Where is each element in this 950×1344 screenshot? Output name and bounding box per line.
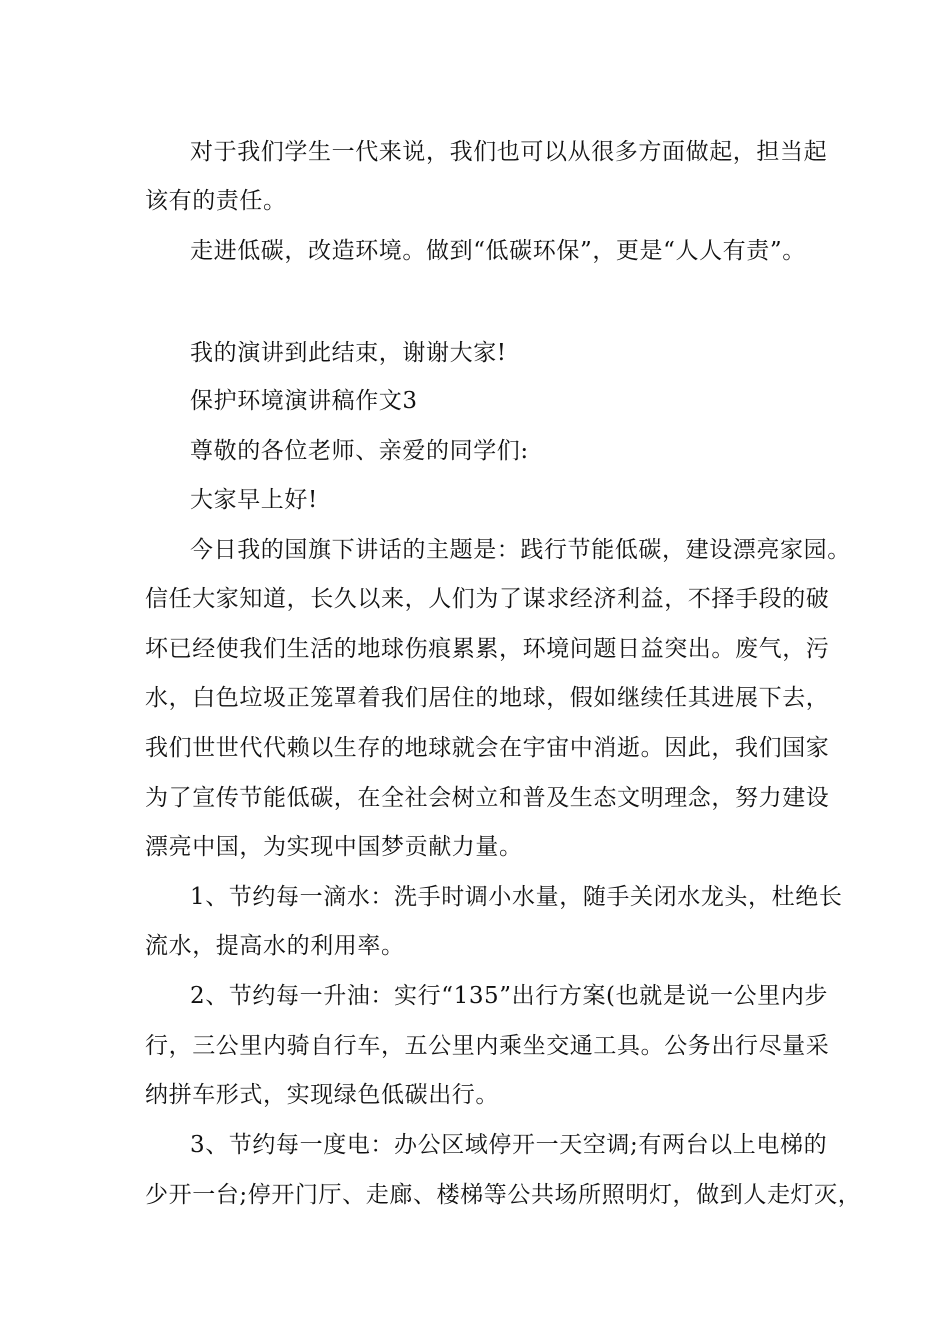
text-line: 纳拼车形式，实现绿色低碳出行。 [145, 1082, 499, 1108]
text-line: 该有的责任。 [145, 188, 287, 214]
text-line: 走进低碳，改造环境。做到“低碳环保”，更是“人人有责”。 [190, 238, 806, 264]
text-line: 水，白色垃圾正笼罩着我们居住的地球，假如继续任其进展下去， [145, 685, 830, 711]
text-line: 少开一台;停开门厅、走廊、楼梯等公共场所照明灯，做到人走灯灭， [145, 1182, 862, 1208]
text-line: 坏已经使我们生活的地球伤痕累累，环境问题日益突出。废气，污 [145, 636, 830, 662]
greeting: 大家早上好! [190, 487, 318, 513]
text-line: 为了宣传节能低碳，在全社会树立和普及生态文明理念，努力建设 [145, 785, 830, 811]
text-line: 我们世世代代赖以生存的地球就会在宇宙中消逝。因此，我们国家 [145, 735, 830, 761]
list-item: 3、节约每一度电：办公区域停开一天空调;有两台以上电梯的 [190, 1132, 828, 1158]
salutation: 尊敬的各位老师、亲爱的同学们: [190, 438, 529, 464]
list-item: 1、节约每一滴水：洗手时调小水量，随手关闭水龙头，杜绝长 [190, 884, 843, 910]
section-heading: 保护环境演讲稿作文3 [190, 388, 418, 414]
text-line: 信任大家知道，长久以来，人们为了谋求经济利益，不择手段的破 [145, 586, 830, 612]
text-line: 我的演讲到此结束，谢谢大家! [190, 340, 507, 366]
text-line: 流水，提高水的利用率。 [145, 933, 405, 959]
text-line: 漂亮中国，为实现中国梦贡献力量。 [145, 834, 523, 860]
text-line: 今日我的国旗下讲话的主题是：践行节能低碳，建设漂亮家园。 [190, 537, 851, 563]
text-line: 对于我们学生一代来说，我们也可以从很多方面做起，担当起 [190, 139, 828, 165]
list-item: 2、节约每一升油：实行“135”出行方案(也就是说一公里内步 [190, 983, 829, 1009]
text-line: 行，三公里内骑自行车，五公里内乘坐交通工具。公务出行尽量采 [145, 1033, 830, 1059]
